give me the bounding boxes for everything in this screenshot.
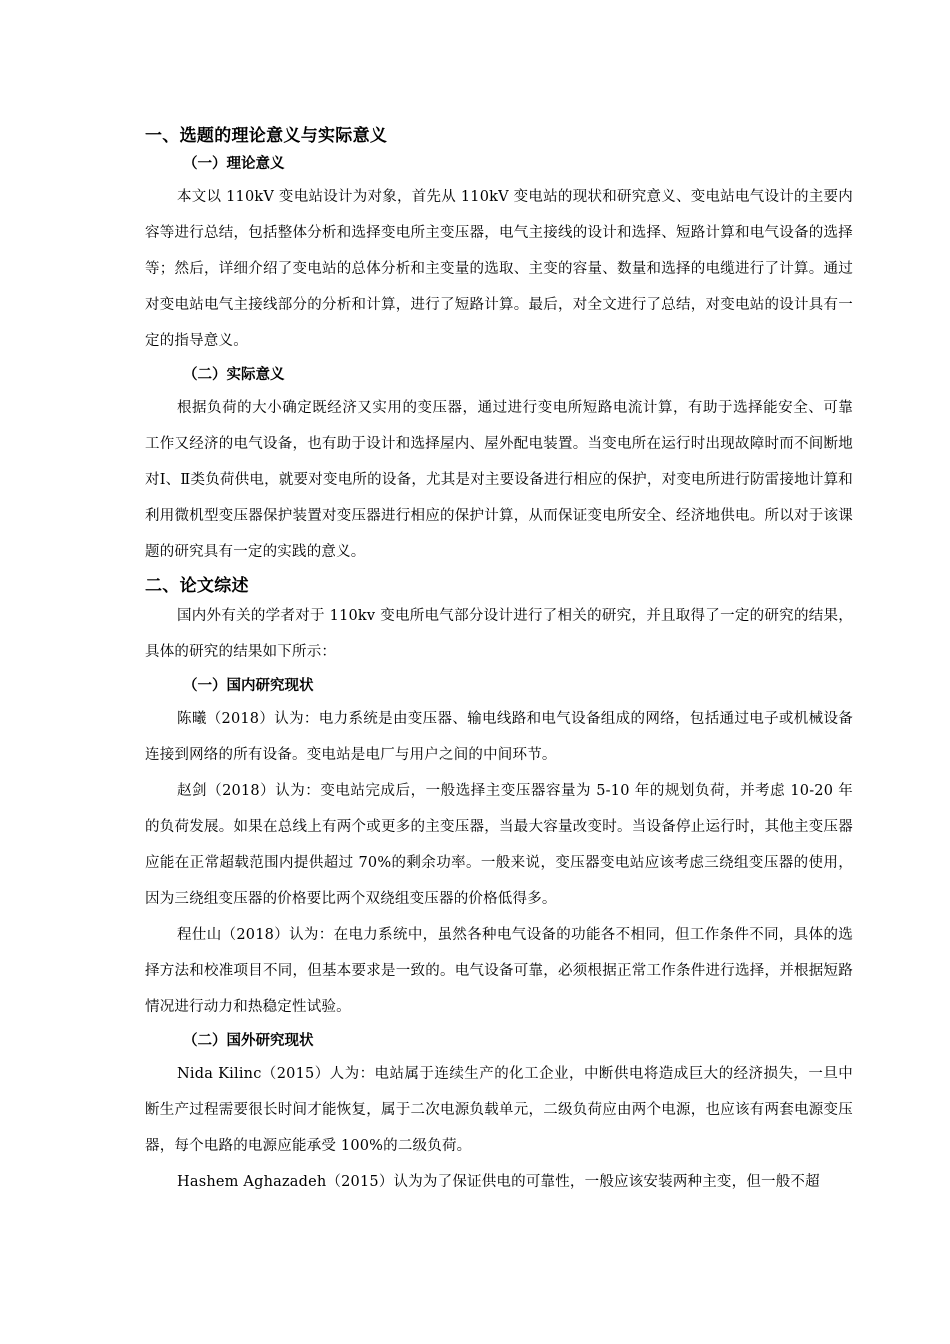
document-page — [145, 124, 853, 1200]
paragraph-review-intro: 国内外有关的学者对于 110kv 变电所电气部分设计进行了相关的研究，并且取得了一定的研究的结果，具体的研究的结果如下所示： — [145, 608, 853, 660]
paragraph-foreign-aghazadeh: Hashem Aghazadeh（2015）认为为了保证供电的可靠性，一般应该安装两种主变，但一般不超 — [177, 1174, 820, 1190]
paragraph-domestic-zhaojian: 赵剑（2018）认为：变电站完成后，一般选择主变压器容量为 5-10 年的规划负荷，并考虑 10-20 年的负荷发展。如果在总线上有两个或更多的主变压器，当最大容量改变时。当设备停止运行时，其他主变压器应能在正常超载范围内提供超过 70%的剩余功率。一般来说，变压器变电站应该考虑三绕组变压器的使用，因为三绕组变压器的价格要比两个双绕组变压器的价格低得多。 — [145, 783, 853, 907]
paragraph-foreign-kilinc: Nida Kilinc（2015）人为：电站属于连续生产的化工企业，中断供电将造成巨大的经济损失，一旦中断生产过程需要很长时间才能恢复，属于二次电源负载单元，二级负荷应由两个电源，也应该有两套电源变压器，每个电路的电源应能承受 100%的二级负荷。 — [145, 1066, 853, 1154]
subheading-theoretical-significance: （一）理论意义 — [183, 155, 285, 172]
section-heading-literature-review: 二、论文综述 — [145, 576, 249, 596]
paragraph-domestic-chenxi: 陈曦（2018）认为：电力系统是由变压器、输电线路和电气设备组成的网络，包括通过电子或机械设备连接到网络的所有设备。变电站是电厂与用户之间的中间环节。 — [145, 711, 853, 763]
paragraph-practical-significance: 根据负荷的大小确定既经济又实用的变压器，通过进行变电所短路电流计算，有助于选择能安全、可靠工作又经济的电气设备，也有助于设计和选择屋内、屋外配电装置。当变电所在运行时出现故障时而不间断地对Ⅰ、Ⅱ类负荷供电，就要对变电所的设备，尤其是对主要设备进行相应的保护，对变电所进行防雷接地计算和利用微机型变压器保护装置对变压器进行相应的保护计算，从而保证变电所安全、经济地供电。所以对于该课题的研究具有一定的实践的意义。 — [145, 400, 853, 560]
subheading-domestic-research: （一）国内研究现状 — [183, 677, 314, 694]
section-heading-significance: 一、选题的理论意义与实际意义 — [145, 126, 388, 146]
subheading-foreign-research: （二）国外研究现状 — [183, 1032, 314, 1049]
paragraph-theoretical-significance: 本文以 110kV 变电站设计为对象，首先从 110kV 变电站的现状和研究意义、变电站电气设计的主要内容等进行总结，包括整体分析和选择变电所主变压器，电气主接线的设计和选择、短路计算和电气设备的选择等；然后，详细介绍了变电站的总体分析和主变量的选取、主变的容量、数量和选择的电缆进行了计算。通过对变电站电气主接线部分的分析和计算，进行了短路计算。最后，对全文进行了总结，对变电站的设计具有一定的指导意义。 — [145, 189, 853, 349]
subheading-practical-significance: （二）实际意义 — [183, 366, 285, 383]
paragraph-domestic-chengshishan: 程仕山（2018）认为：在电力系统中，虽然各种电气设备的功能各不相同，但工作条件不同，具体的选择方法和校准项目不同，但基本要求是一致的。电气设备可靠，必须根据正常工作条件进行选择，并根据短路情况进行动力和热稳定性试验。 — [145, 927, 853, 1015]
